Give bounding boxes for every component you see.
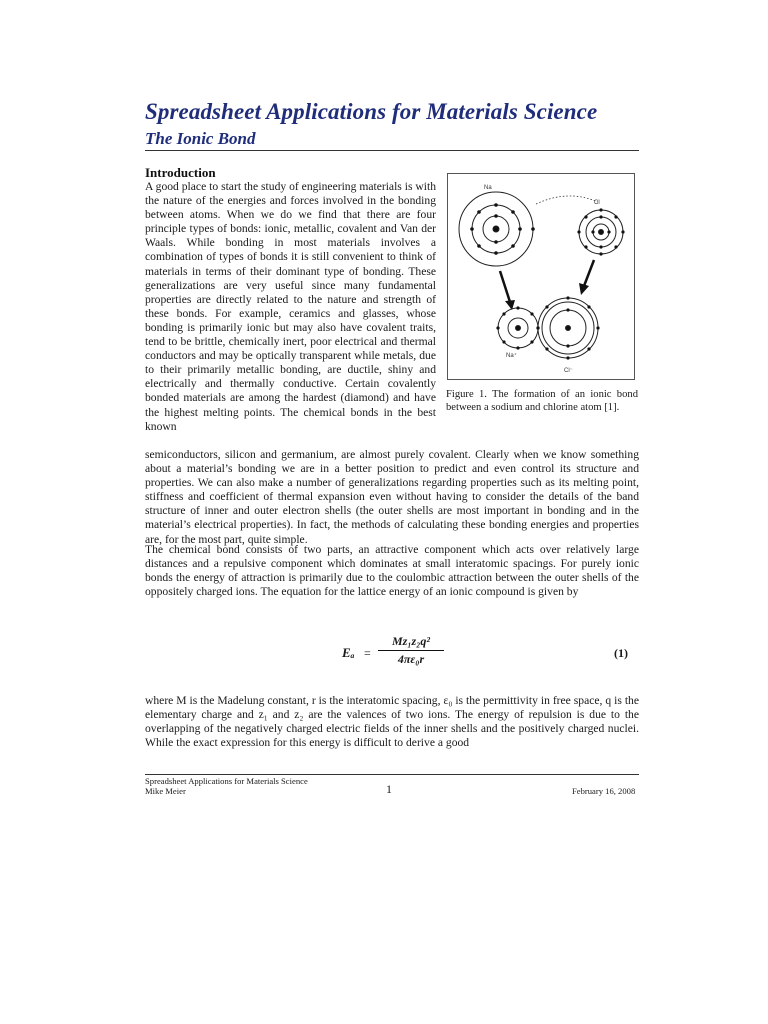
equation-numerator: Mz₁z₂q²: [392, 634, 430, 648]
label-na: Na: [484, 185, 492, 191]
page-number: 1: [386, 782, 392, 796]
intro-paragraph-2: The chemical bond consists of two parts, an attractive component which acts over relatively large distances and a repulsive component which dominates at small interatomic spacings. For purely ionic bonds the energy of attraction is primarily due to the coulombic attraction between the outer shells of the oppositely charged ions. The equation for the lattice energy of an ionic compound is given by: [145, 543, 639, 599]
equation-equals: =: [364, 646, 371, 660]
figure-caption: Figure 1. The formation of an ionic bond between a sodium and chlorine atom [1].: [446, 389, 638, 413]
label-na-ion: Na⁺: [506, 353, 517, 359]
document-title: Spreadsheet Applications for Materials Science: [145, 99, 598, 124]
sodium-electrons: [470, 203, 535, 255]
footer-divider: [145, 774, 639, 775]
equation-fraction: [376, 633, 446, 667]
footer-date: February 16, 2008: [572, 786, 636, 796]
sodium-atom: [459, 192, 533, 266]
label-cl: Cl: [594, 200, 600, 206]
document-subtitle: The Ionic Bond: [145, 129, 256, 148]
equation-denominator: 4πε₀r: [397, 652, 425, 666]
label-cl-ion: Cl⁻: [564, 368, 573, 374]
equation-lhs: Eₐ: [342, 645, 355, 660]
arrow-cl-to-ion: [579, 260, 594, 295]
intro-paragraph-1: A good place to start the study of engineering materials is with the nature of the energies and forces involved in the bonding between atoms. When we do we find that there are four principle types of bonds: ionic, metallic, covalent and Van der Waals. While bonding in most materials involves a combination of types of bonds it is still convenient to think of materials in terms of their dominant type of bonding. These generalizations are very useful since many fundamental properties are directly related to the nature and strength of these bonds. For example, ceramics and glasses, whose bonding is primarily ionic but may also have covalent traits, tend to be brittle, chemically inert, poor electrical and thermal conductors and may be optically transparent while metals, due to their primarily metallic bonding, are ductile, shiny and electrically and thermally conductive. Certain covalently bonded materials are among the hardest (diamond) and have the highest melting points. The chemical bonds in the best known: [145, 180, 436, 433]
footer-document-name: Spreadsheet Applications for Materials Science: [145, 776, 308, 786]
intro-paragraph-1-continued: semiconductors, silicon and germanium, are almost purely covalent. Clearly when we know something about a material’s bonding we are in a better position to predict and even control its structure and properties. We can also make a number of generalizations regarding properties such as its melting point, stiffness and coefficient of thermal expansion even without having to consider the details of the band structure of inner and outer electron shells (the outer shells are most important in bonding and in the material’s electrical properties). In fact, the methods of calculating these bonding energies and properties are, for the most part, quite simple.: [145, 448, 639, 546]
footer-left: [145, 776, 308, 796]
equation-number: (1): [614, 646, 628, 660]
ionic-bond-diagram: [448, 174, 634, 379]
title-divider: [145, 150, 639, 151]
fraction-bar: [378, 650, 444, 651]
arrow-na-to-ion: [500, 271, 515, 310]
electron-transfer-path: [536, 196, 598, 204]
ionic-bond-figure: [447, 173, 635, 380]
intro-paragraph-3: where M is the Madelung constant, r is the interatomic spacing, ε₀ is the permittivity in free space, q is the elementary charge and z₁ and z₂ are the valences of two ions. The energy of repulsion is due to the overlapping of the negatively charged electric fields of the inner shells and the positively charged nuclei. While the exact expression for this energy is difficult to derive a good: [145, 694, 639, 750]
footer-author: Mike Meier: [145, 786, 186, 796]
section-heading-introduction: Introduction: [145, 165, 216, 180]
